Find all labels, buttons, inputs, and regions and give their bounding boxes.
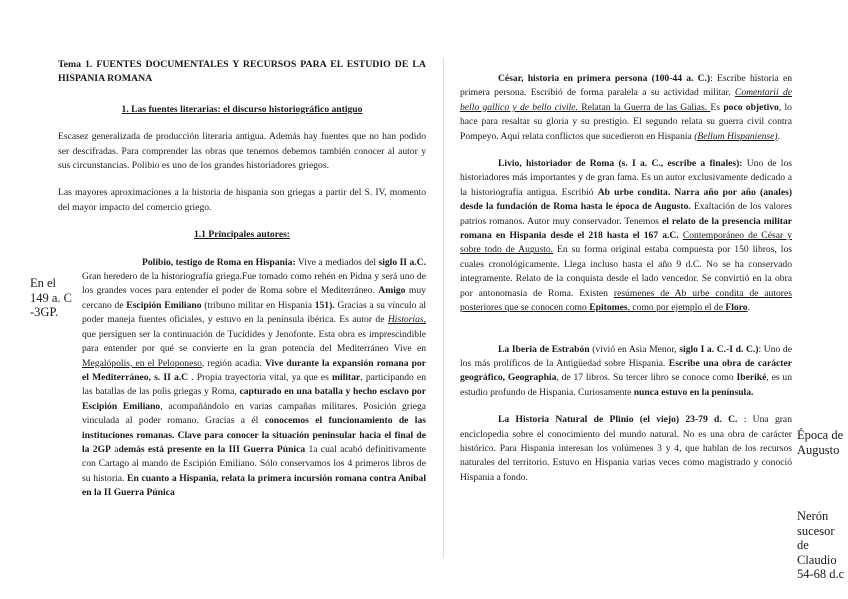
paragraph-plinio: La Historia Natural de Plinio (el viejo) 23-79 d. C. : Una gran enciclopedia sobre el conocimiento del mundo natural. No es una obra de carácter histórico. Para Hispania interesan los volúmenes 3 y 4, que hablan de los recursos naturales del territorio. Estuvo en Hispania varias veces como magistrado y conoció Hispania a fondo. bbox=[460, 414, 792, 483]
section-heading-main-authors: 1.1 Principales autores: bbox=[193, 229, 291, 241]
margin-note-neron: Nerón sucesor de Claudio 54-68 d.c bbox=[797, 509, 845, 581]
column-divider bbox=[443, 58, 444, 558]
paragraph-cesar: César, historia en primera persona (100-44 a. C.): Escribe historia en primera persona. Escribió de forma paralela a su actividad militar. Comentarii de bello gallico y de bello civile. Relatan la Guerra de las Galias. Es poco objetivo, lo hace para resaltar su gloria y su prestigio. El segundo relata su guerra civil contra Pompeyo. Aquí relata conflictos que sucedieron en Hispania (Bellum Hispaniense). bbox=[460, 73, 792, 142]
right-column bbox=[460, 72, 792, 485]
margin-note-polibio: En el 149 a. C -3GP. bbox=[30, 276, 73, 319]
margin-note-augusto: Época de Augusto bbox=[797, 428, 844, 457]
paragraph-livio: Livio, historiador de Roma (s. I a. C., escribe a finales): Uno de los historiadores más importantes y de gran fama. Es un autor exclusivamente dedicado a la historiografía antigua. Escribió Ab urbe condita. Narra año por año (anales) desde la fundación de Roma hasta le época de Augusto. Exaltación de los valores patrios romanos. Autor muy conservador. Tenemos el relato de la presencia militar romana en Hispania desde el 218 hasta el 167 a.C. Contemporáneo de César y sobre todo de Augusto. En su forma original estaba compuesta por 150 libros, los cuales cronológicamente. Llega incluso hasta el año 9 d.C. No se ha conservado íntegramente. Relato de la conquista desde el lado vencedor. Se convirtió en la obra por antonomasia de Roma. Existen resúmenes de Ab urbe condita de autores posteriores que se conocen como Epitomes, como por ejemplo el de Floro. bbox=[460, 158, 793, 314]
paragraph-scarcity: Escasez generalizada de producción literaria antigua. Además hay fuentes que no han podido ser descifradas. Para comprender las obras que tenemos debemos también conocer al autor y sus circunstancias. Polibio es uno de los grandes historiadores griegos. bbox=[58, 131, 426, 172]
paragraph-greek-approaches: Las mayores aproximaciones a la historia de hispania son griegas a partir del S. IV, momento del mayor impacto del comercio griego. bbox=[58, 187, 426, 213]
left-column bbox=[58, 58, 426, 501]
document-title: Tema 1. FUENTES DOCUMENTALES Y RECURSOS PARA EL ESTUDIO DE LA HISPANIA ROMANA bbox=[58, 59, 426, 85]
paragraph-estrabon: La Iberia de Estrabón (vivió en Asia Menor, siglo I a. C.-I d. C.): Uno de los más prolíficos de la Antigüedad sobre Hispania. Escribe una obra de carácter geográfico, Geographia, de 17 libros. Su tercer libro se conoce como Iberiké, es un estudio profundo de Hispania. Curiosamente nunca estuvo en la península. bbox=[460, 343, 793, 398]
section-heading-literary-sources: 1. Las fuentes literarias: el discurso historiográfico antiguo bbox=[121, 103, 363, 115]
paragraph-polibio: Polibio, testigo de Roma en Hispania: Vive a mediados del siglo II a.C. Gran heredero de la historiografía griega.Fue tomado como rehén en Pidna y será uno de los grandes voces para entender el poder de Roma sobre el Mediterráneo. Amigo muy cercano de Escipión Emiliano (tribuno militar en Hispania 151). Gracias a su vínculo al poder maneja fuentes oficiales, y estuvo en la península ibérica. Es autor de Historias, que persiguen ser la continuación de Tucídides y Jenofonte. Esta obra es imprescindible para entender por qué se convierte en la gran potencia del Mediterráneo Vive en Megalópolis, en el Peloponeso, región acadia. Vive durante la expansión romana por el Mediterráneo, s. II a.C . Propia trayectoria vital, ya que es militar, participando en las batallas de las polis griegas y Roma, capturado en una batalla y hecho esclavo por Escipión Emiliano, acompañándolo en varias campañas militares. Posición griega vinculada al poder romano. Gracias a él conocemos el funcionamiento de las instituciones romanas. Clave para conocer la situación peninsular hacia el final de la 2GP además está presente en la III Guerra Púnica 1a cual acabó definitivamente con Cartago al mando de Escipión Emiliano. Sólo conservamos los 4 primeros libros de su historia. En cuanto a Hispania, relata la primera incursión romana contra Aníbal en la II Guerra Púnica bbox=[82, 256, 427, 499]
